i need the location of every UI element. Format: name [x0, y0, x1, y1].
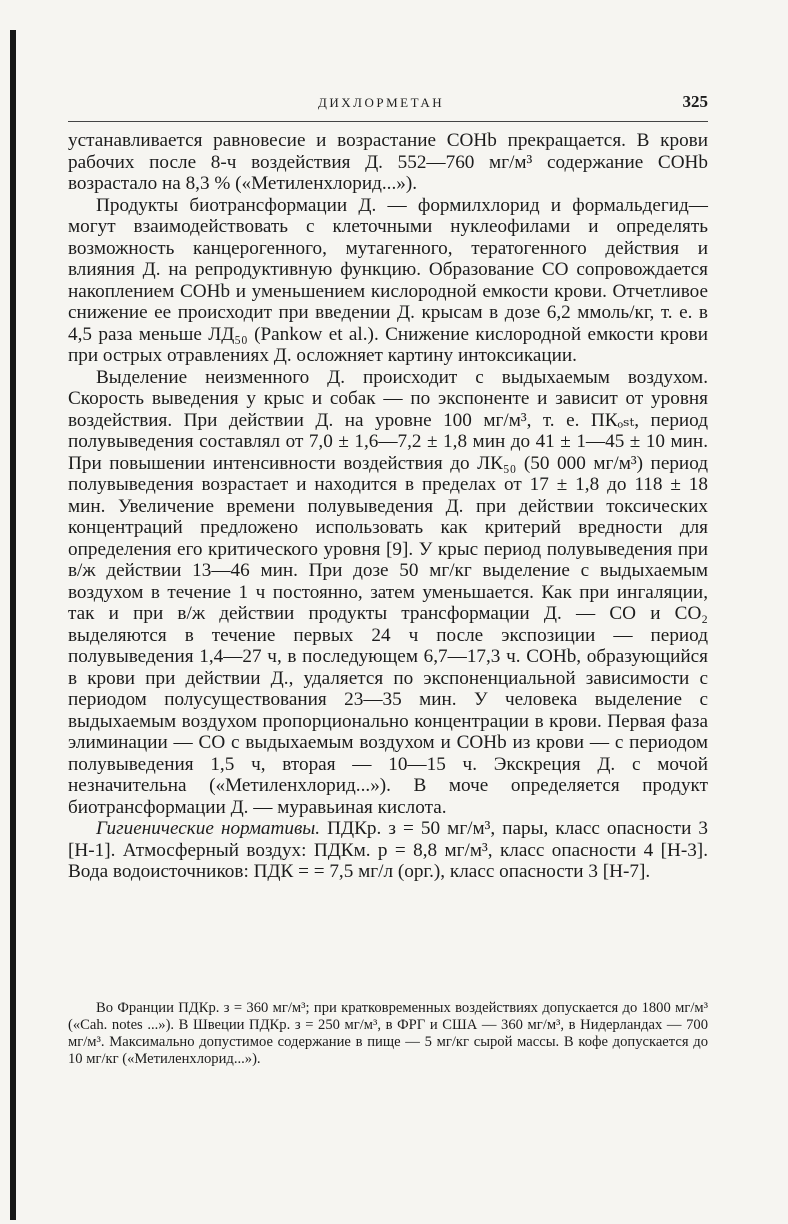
paragraph-continuation: устанавливается равновесие и возрастание COHb прекращается. В крови рабочих после 8-ч воздействия Д. 552—760 мг/м³ содержание COHb возрастало на 8,3 % («Метиленхлорид...»).: [68, 130, 708, 194]
rubric-heading: Гигиенические нормативы.: [96, 818, 321, 839]
footnote: [68, 1000, 708, 1068]
footnote-text: Во Франции ПДКр. з = 360 мг/м³; при кратковременных воздействиях допускается до 1800 мг/м³ («Cah. notes ...»). В Швеции ПДКр. з = 250 мг/м³, в ФРГ и США — 360 мг/м³, в Нидерландах — 700 мг/м³. Максимально допустимое содержание в пище — 5 мг/кг сырой массы. В кофе допускается до 10 мг/кг («Метиленхлорид...»).: [68, 1000, 708, 1067]
page-binding-edge: [10, 30, 16, 1220]
paragraph-excretion: Выделение неизменного Д. происходит с выдыхаемым воздухом. Скорость выведения у крыс и собак — по экспоненте и зависит от уровня воздействия. При действии Д. на уровне 100 мг/м³, т. е. ПКₒₛₜ, период полувыведения составлял от 7,0 ± 1,6—7,2 ± 1,8 мин до 41 ± 1—45 ± 10 мин. При повышении интенсивности воздействия до ЛК₅₀ (50 000 мг/м³) период полувыведения возрастает и находится в пределах от 17 ± 1,8 до 118 ± 18 мин. Увеличение времени полувыведения Д. при действии токсических концентраций предложено использовать как критерий вредности для определения его критического уровня [9]. У крыс период полувыведения при в/ж действии 13—46 мин. При дозе 50 мг/кг выделение с выдыхаемым воздухом в течение 1 ч постоянно, затем уменьшается. Как при ингаляции, так и при в/ж действии продукты трансформации Д. — CO и CO₂ выделяются в течение первых 24 ч после экспозиции — период полувыведения 1,4—27 ч, в последующем 6,7—17,3 ч. COHb, образующийся в крови при действии Д., удаляется по экспоненциальной зависимости с периодом полусуществования 23—35 мин. У человека выделение с выдыхаемым воздухом пропорционально концентрации в крови. Первая фаза элиминации — CO с выдыхаемым воздухом и COHb из крови — с периодом полувыведения 1,5 ч, вторая — 10—15 ч. Экскреция Д. с мочой незначительна («Метиленхлорид...»). В моче определяется продукт биотрансформации Д. — муравьиная кислота.: [68, 366, 708, 818]
running-title: ДИХЛОРМЕТАН: [318, 95, 445, 110]
hygienic-standards-text: ПДКр. з = 50 мг/м³, пары, класс опасности 3 [Н-1]. Атмосферный воздух: ПДКм. р = 8,8 мг/м³, класс опасности 4 [Н-3]. Вода водоисточников: ПДК = = 7,5 мг/л (орг.), класс опасности 3 [Н-7].: [68, 818, 708, 882]
paragraph-biotransformation: Продукты биотрансформации Д. — формилхлорид и формальдегид—могут взаимодействовать с клеточными нуклеофилами и определять возможность канцерогенного, мутагенного, тератогенного действия и влияния Д. на репродуктивную функцию. Образование CO сопровождается накоплением COHb и уменьшением кислородной емкости крови. Отчетливое снижение ее происходит при введении Д. крысам в дозе 6,2 ммоль/кг, т. е. в 4,5 раза меньше ЛД₅₀ (Pankow et al.). Снижение кислородной емкости крови при острых отравлениях Д. осложняет картину интоксикации.: [68, 194, 708, 366]
body-text: [68, 130, 708, 883]
page-header: [68, 92, 708, 116]
paragraph-hygienic-standards: [68, 818, 708, 883]
page-number: 325: [682, 92, 708, 111]
header-rule: [68, 121, 708, 122]
